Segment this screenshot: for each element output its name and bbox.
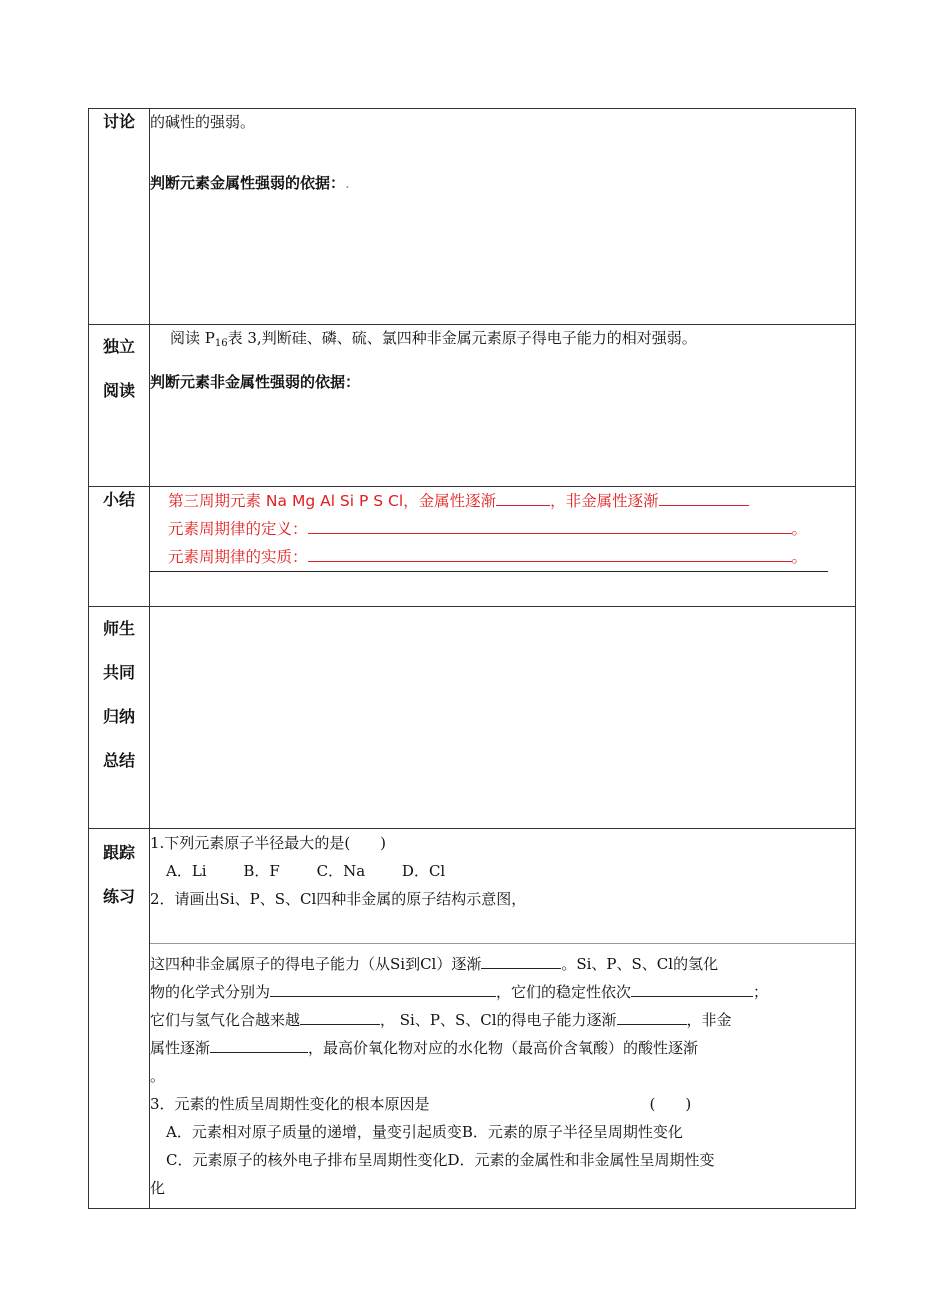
question-3-end: 化 [150, 1179, 166, 1197]
row-teach [89, 607, 856, 829]
q2-para-2: 物的化学式分别为 ，它们的稳定性依次 ； [150, 978, 855, 1006]
q2-para-1: 这四种非金属原子的得电子能力（从Si到Cl）逐渐 。Si、P、S、Cl的氢化 [150, 950, 855, 978]
summary-text-a: 第三周期元素 Na Mg Al Si P S Cl，金属性逐渐 [168, 492, 497, 510]
discuss-criterion: 判断元素金属性强弱的依据： [150, 174, 346, 192]
label-discuss: 讨论 [89, 109, 150, 325]
row-read [89, 325, 856, 487]
content-teach [150, 607, 856, 829]
content-practice [150, 829, 856, 1209]
q2-para-3: 它们与氢气化合越来越 ， Si、P、S、Cl的得电子能力逐渐 ，非金 [150, 1006, 855, 1034]
read-line1 [150, 325, 855, 357]
content-discuss [150, 109, 856, 325]
label-practice-1: 跟踪 [102, 843, 135, 862]
row-summary [89, 487, 856, 607]
label-read-2: 阅读 [102, 381, 135, 400]
discuss-line1: 的碱性的强弱。 [150, 113, 256, 131]
label-teach [89, 607, 150, 829]
option-d: D．Cl [401, 862, 446, 880]
row-discuss [89, 109, 856, 325]
summary-line1 [150, 487, 855, 515]
label-summary: 小结 [89, 487, 150, 607]
summary-definition: 元素周期律的定义： [168, 520, 308, 538]
lesson-table [88, 108, 856, 1209]
label-teach-2: 共同 [102, 663, 135, 682]
worksheet [88, 108, 856, 1209]
content-summary [150, 487, 856, 607]
summary-line3: 元素周期律的实质： 。 [150, 543, 828, 572]
question-2: 2．请画出Si、P、S、Cl四种非金属的原子结构示意图， [150, 890, 527, 908]
option-a: A．Li [166, 862, 207, 880]
q2-para-5: 。 [150, 1067, 166, 1085]
label-practice [89, 829, 150, 1209]
drawing-line [150, 943, 855, 944]
label-teach-4: 总结 [102, 751, 135, 770]
discuss-line2: 判断元素金属性强弱的依据：. [150, 174, 350, 192]
question-3-ab: A．元素相对原子质量的递增，量变引起质变B．元素的原子半径呈周期性变化 [166, 1123, 683, 1141]
summary-text-b: ，非金属性逐渐 [550, 492, 659, 510]
label-practice-2: 练习 [102, 887, 135, 906]
summary-essence: 元素周期律的实质： [168, 548, 308, 566]
label-read-1: 独立 [102, 337, 135, 356]
option-b: B．F [243, 862, 280, 880]
label-teach-3: 归纳 [102, 707, 135, 726]
summary-line2: 元素周期律的定义： 。 [150, 515, 855, 543]
question-1: 1.下列元素原子半径最大的是( ) [150, 834, 387, 852]
q2-para-4: 属性逐渐 ，最高价氧化物对应的水化物（最高价含氧酸）的酸性逐渐 [150, 1034, 855, 1062]
question-3-cd: C．元素原子的核外电子排布呈周期性变化D．元素的金属性和非金属性呈周期性变 [166, 1151, 715, 1169]
question-1-options [150, 857, 855, 885]
label-teach-1: 师生 [102, 619, 135, 638]
question-3: 3．元素的性质呈周期性变化的根本原因是 ( ) [150, 1095, 692, 1113]
option-c: C．Na [316, 862, 366, 880]
read-text-a: 阅读 P [170, 329, 215, 347]
label-read [89, 325, 150, 487]
read-text-b: 表 3,判断硅、磷、硫、氯四种非金属元素原子得电子能力的相对强弱。 [227, 329, 697, 347]
row-practice [89, 829, 856, 1209]
read-line2: 判断元素非金属性强弱的依据： [150, 373, 361, 391]
read-subscript: 16 [214, 338, 228, 349]
content-read [150, 325, 856, 487]
